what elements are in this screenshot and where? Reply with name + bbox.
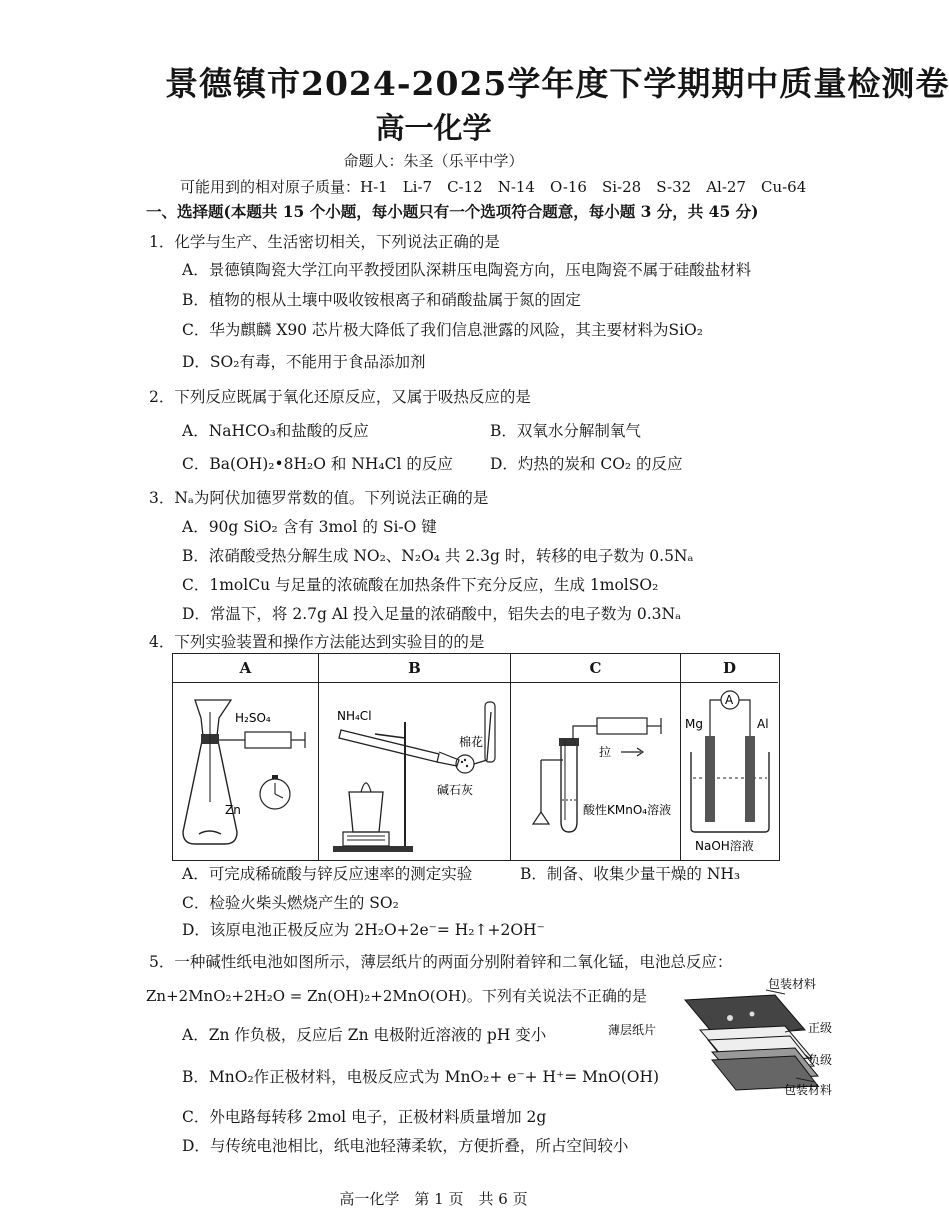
- q5-option-d: D．与传统电池相比，纸电池轻薄柔软，方便折叠，所占空间较小: [182, 1137, 629, 1155]
- q1-option-a: A．景德镇陶瓷大学江向平教授团队深耕压电陶瓷方向，压电陶瓷不属于硅酸盐材料: [182, 261, 752, 279]
- apparatus-d-drawing: [681, 682, 778, 860]
- q3-stem: 3．Nₐ为阿伏加德罗常数的值。下列说法正确的是: [149, 489, 489, 507]
- q4-option-d: D．该原电池正极反应为 2H₂O+2e⁻= H₂↑+2OH⁻: [182, 921, 545, 939]
- apparatus-b-header: B: [319, 654, 510, 683]
- apparatus-c-header: C: [511, 654, 680, 683]
- atomic-masses: 可能用到的相对原子质量：H-1 Li-7 C-12 N-14 O-16 Si-28 S-32 Al-27 Cu-64: [180, 178, 807, 196]
- q1-option-b: B．植物的根从土壤中吸收铵根离子和硝酸盐属于氮的固定: [182, 291, 581, 309]
- apparatus-a-header: A: [173, 654, 318, 683]
- q2-option-a: A．NaHCO₃和盐酸的反应: [182, 422, 369, 440]
- label-mg: Mg: [685, 717, 703, 731]
- label-jianshihui: 碱石灰: [437, 783, 474, 797]
- label-kmno4: 酸性KMnO₄溶液: [583, 803, 672, 817]
- apparatus-b: [319, 654, 511, 860]
- section-heading: 一、选择题(本题共 15 个小题，每小题只有一个选项符合题意，每小题 3 分，共 45 分): [146, 202, 759, 221]
- q5-option-c: C．外电路每转移 2mol 电子，正极材料质量增加 2g: [182, 1108, 547, 1126]
- label-ammeter: A: [725, 693, 734, 707]
- fig-pack-bottom-label: 包装材料: [784, 1083, 833, 1097]
- apparatus-d: [681, 654, 778, 860]
- label-al: Al: [757, 717, 769, 731]
- label-zn: Zn: [225, 803, 241, 817]
- exam-author: 命题人：朱圣（乐平中学）: [343, 152, 524, 170]
- label-la: 拉: [599, 745, 612, 759]
- q4-option-b: B．制备、收集少量干燥的 NH₃: [520, 865, 741, 883]
- q2-stem: 2．下列反应既属于氧化还原反应，又属于吸热反应的是: [149, 388, 531, 406]
- apparatus-b-drawing: [319, 682, 511, 860]
- fig-positive-label: 正级: [808, 1021, 833, 1035]
- q1-option-c: C．华为麒麟 X90 芯片极大降低了我们信息泄露的风险，其主要材料为SiO₂: [182, 321, 703, 339]
- apparatus-d-header: D: [681, 654, 778, 683]
- exam-subject: 高一化学: [375, 111, 492, 145]
- apparatus-a: [173, 654, 319, 860]
- q5-stem-1: 5．一种碱性纸电池如图所示，薄层纸片的两面分别附着锌和二氧化锰，电池总反应：: [149, 953, 733, 971]
- exam-title: 景德镇市2024-2025学年度下学期期中质量检测卷: [165, 64, 949, 103]
- apparatus-c-drawing: [511, 682, 681, 860]
- fig-paper-label: 薄层纸片: [608, 1023, 657, 1037]
- label-h2so4: H₂SO₄: [235, 711, 271, 725]
- q3-option-d: D．常温下，将 2.7g Al 投入足量的浓硝酸中，铝失去的电子数为 0.3Nₐ: [182, 605, 682, 623]
- label-nh4cl: NH₄Cl: [337, 709, 372, 723]
- q3-option-c: C．1molCu 与足量的浓硫酸在加热条件下充分反应，生成 1molSO₂: [182, 576, 659, 594]
- q4-option-c: C．检验火柴头燃烧产生的 SO₂: [182, 894, 399, 912]
- q1-option-d: D．SO₂有毒，不能用于食品添加剂: [182, 353, 426, 371]
- q3-option-b: B．浓硝酸受热分解生成 NO₂、N₂O₄ 共 2.3g 时，转移的电子数为 0.5Nₐ: [182, 547, 694, 565]
- q5-option-b: B．MnO₂作正极材料，电极反应式为 MnO₂+ e⁻+ H⁺= MnO(OH): [182, 1068, 660, 1086]
- q2-option-d: D．灼热的炭和 CO₂ 的反应: [490, 455, 683, 473]
- q2-option-c: C．Ba(OH)₂•8H₂O 和 NH₄Cl 的反应: [182, 455, 453, 473]
- q4-stem: 4．下列实验装置和操作方法能达到实验目的的是: [149, 633, 485, 651]
- q3-option-a: A．90g SiO₂ 含有 3mol 的 Si-O 键: [182, 518, 437, 536]
- paper-battery-figure: [600, 970, 860, 1100]
- q5-stem-2: Zn+2MnO₂+2H₂O = Zn(OH)₂+2MnO(OH)。下列有关说法不正确的是: [146, 987, 647, 1005]
- q1-stem: 1．化学与生产、生活密切相关，下列说法正确的是: [149, 233, 500, 251]
- label-naoh: NaOH溶液: [695, 839, 754, 853]
- label-mianhua: 棉花: [459, 735, 484, 749]
- q2-option-b: B．双氧水分解制氧气: [490, 422, 641, 440]
- fig-negative-label: 负级: [808, 1053, 833, 1067]
- apparatus-table: [172, 653, 780, 861]
- q5-option-a: A．Zn 作负极，反应后 Zn 电极附近溶液的 pH 变小: [182, 1026, 547, 1044]
- page-footer: 高一化学 第 1 页 共 6 页: [339, 1190, 528, 1208]
- q4-option-a: A．可完成稀硫酸与锌反应速率的测定实验: [182, 865, 473, 883]
- fig-pack-top-label: 包装材料: [768, 977, 817, 991]
- apparatus-c: [511, 654, 681, 860]
- apparatus-a-drawing: [173, 682, 319, 860]
